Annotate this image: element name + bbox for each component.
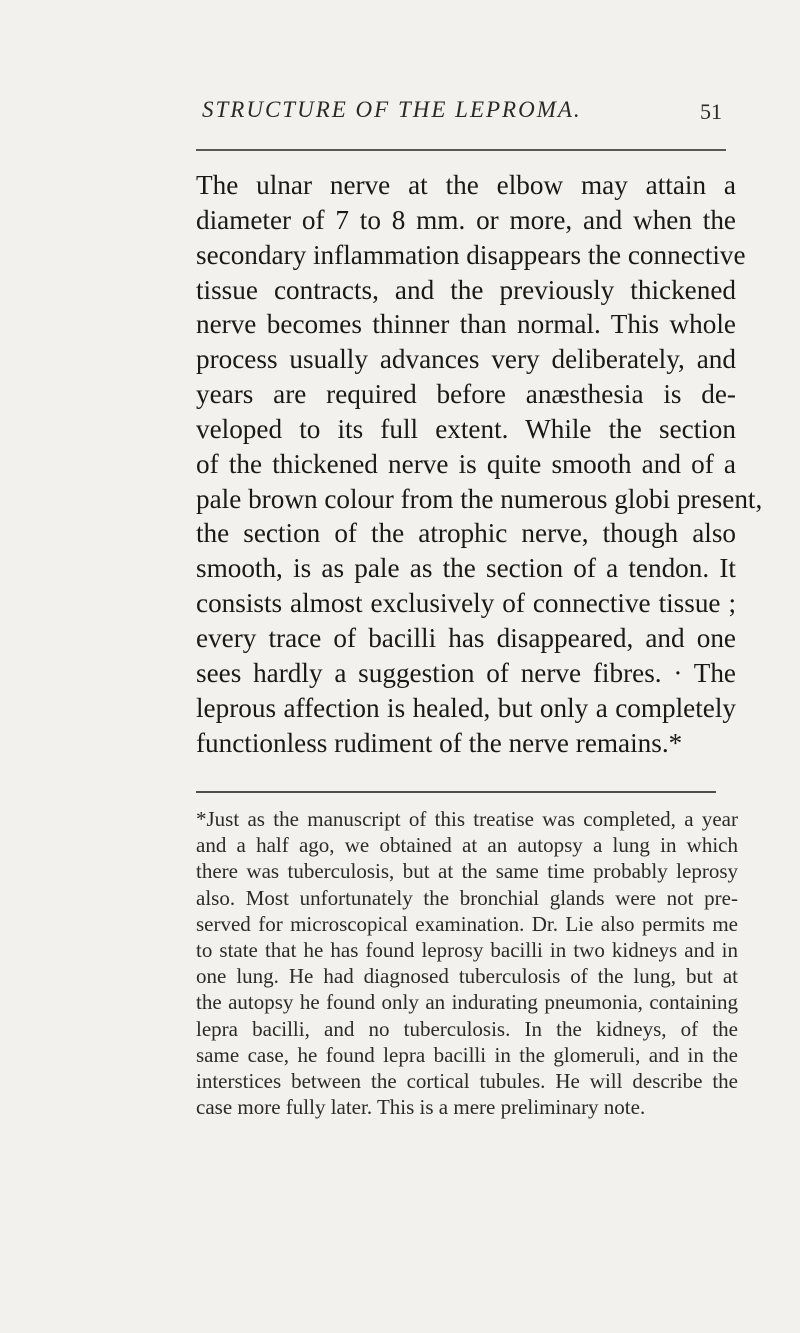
- body-line: process usually advances very deliberately, and: [196, 344, 736, 375]
- body-line: leprous affection is healed, but only a completely: [196, 692, 736, 723]
- body-line: of the thickened nerve is quite smooth and of a: [196, 448, 736, 479]
- body-line: pale brown colour from the numerous globi present,: [196, 483, 763, 514]
- footnote-line: interstices between the cortical tubules. He will describe the: [196, 1069, 738, 1094]
- footnote-line: to state that he has found leprosy bacilli in two kidneys and in: [196, 938, 738, 963]
- body-line: consists almost exclusively of connective tissue ;: [196, 588, 736, 619]
- body-line: secondary inflammation disappears the connective: [196, 239, 746, 270]
- footnote-line: same case, he found lepra bacilli in the glomeruli, and in the: [196, 1042, 738, 1067]
- footnote-line: served for microscopical examination. Dr. Lie also permits me: [196, 911, 738, 936]
- body-line: diameter of 7 to 8 mm. or more, and when the: [196, 204, 736, 235]
- body-line: smooth, is as pale as the section of a tendon. It: [196, 553, 736, 584]
- footnote-rule: [196, 791, 716, 793]
- footnote: [196, 806, 738, 1120]
- footnote-line: one lung. He had diagnosed tuberculosis of the lung, but at: [196, 964, 738, 989]
- footnote-line: there was tuberculosis, but at the same time probably leprosy: [196, 859, 738, 884]
- body-line: The ulnar nerve at the elbow may attain a: [196, 170, 736, 200]
- body-line: veloped to its full extent. While the section: [196, 413, 736, 444]
- header-rule: [196, 149, 726, 151]
- footnote-line: and a half ago, we obtained at an autopsy a lung in which: [196, 833, 738, 858]
- body-line: sees hardly a suggestion of nerve fibres. · The: [196, 657, 736, 688]
- body-paragraph: [196, 168, 763, 760]
- body-line: nerve becomes thinner than normal. This whole: [196, 309, 736, 340]
- body-line: the section of the atrophic nerve, though also: [196, 518, 736, 549]
- body-line: years are required before anæsthesia is de-: [196, 379, 736, 410]
- running-head: STRUCTURE OF THE LEPROMA.: [202, 97, 582, 122]
- body-line: functionless rudiment of the nerve remains.*: [196, 727, 683, 758]
- footnote-line: the autopsy he found only an indurating pneumonia, containing: [196, 990, 738, 1015]
- footnote-line: also. Most unfortunately the bronchial glands were not pre-: [196, 885, 738, 910]
- footnote-line: *Just as the manuscript of this treatise was completed, a year: [196, 807, 738, 831]
- body-line: every trace of bacilli has disappeared, and one: [196, 622, 736, 653]
- footnote-line: lepra bacilli, and no tuberculosis. In the kidneys, of the: [196, 1016, 738, 1041]
- footnote-line: case more fully later. This is a mere preliminary note.: [196, 1095, 646, 1120]
- body-line: tissue contracts, and the previously thickened: [196, 274, 736, 305]
- page-number: 51: [700, 99, 722, 124]
